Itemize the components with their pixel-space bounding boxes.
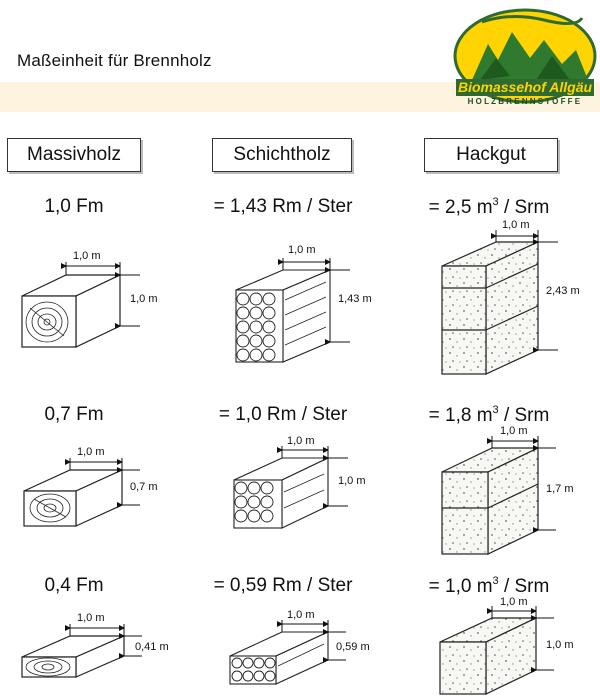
dim-hack-1-height: 2,43 m <box>546 285 580 297</box>
schichtholz-stack-3 <box>230 632 328 684</box>
massivholz-block-2 <box>24 470 122 526</box>
hackgut-pile-3 <box>440 618 536 694</box>
measure-schicht-1: = 1,43 Rm / Ster <box>213 196 353 217</box>
measure-schicht-2: = 1,0 Rm / Ster <box>218 404 348 425</box>
hackgut-pile-2 <box>442 448 538 554</box>
dim-hack-2-width: 1,0 m <box>500 425 528 437</box>
measure-massiv-1: 1,0 Fm <box>44 196 104 217</box>
measure-massiv-2: 0,7 Fm <box>44 404 104 425</box>
massivholz-block-3 <box>22 636 124 677</box>
measure-hack-3: = 1,0 $m^3$ / Srm <box>428 575 550 597</box>
dim-hack-3-width: 1,0 m <box>500 596 528 608</box>
column-header-schichtholz: Schichtholz <box>212 138 352 172</box>
dim-hack-2-height: 1,7 m <box>546 483 574 495</box>
dim-schicht-3-width: 1,0 m <box>287 609 315 621</box>
page-title: Maßeinheit für Brennholz <box>17 51 212 70</box>
dim-schicht-2-width: 1,0 m <box>287 435 315 447</box>
column-header-massivholz: Massivholz <box>7 138 141 172</box>
measure-hack-2: = 1,8 $m^3$ / Srm <box>428 404 550 426</box>
column-header-hackgut: Hackgut <box>424 138 558 172</box>
hackgut-pile-1 <box>442 242 538 374</box>
dim-massiv-1-width: 1,0 m <box>73 250 101 262</box>
logo-tagline: HOLZBRENNSTOFFE <box>467 97 583 106</box>
dim-hack-1-width: 1,0 m <box>502 219 530 231</box>
massivholz-block-1 <box>22 275 120 347</box>
dim-massiv-1-height: 1,0 m <box>130 293 158 305</box>
dim-schicht-2-height: 1,0 m <box>338 475 366 487</box>
dim-schicht-1-height: 1,43 m <box>338 293 372 305</box>
schichtholz-stack-1 <box>236 270 330 362</box>
dim-schicht-1-width: 1,0 m <box>288 244 316 256</box>
dim-massiv-2-height: 0,7 m <box>130 481 158 493</box>
dim-massiv-3-width: 1,0 m <box>77 612 105 624</box>
measure-hack-1: = 2,5 $m^3$ / Srm <box>428 196 550 218</box>
dim-massiv-3-height: 0,41 m <box>135 641 169 653</box>
schichtholz-stack-2 <box>234 458 328 528</box>
measure-massiv-3: 0,4 Fm <box>44 575 104 596</box>
dim-schicht-3-height: 0,59 m <box>336 641 370 653</box>
dim-massiv-2-width: 1,0 m <box>77 446 105 458</box>
measure-schicht-3: = 0,59 Rm / Ster <box>213 575 353 596</box>
logo-name: Biomassehof Allgäu <box>457 79 593 95</box>
dim-hack-3-height: 1,0 m <box>546 639 574 651</box>
